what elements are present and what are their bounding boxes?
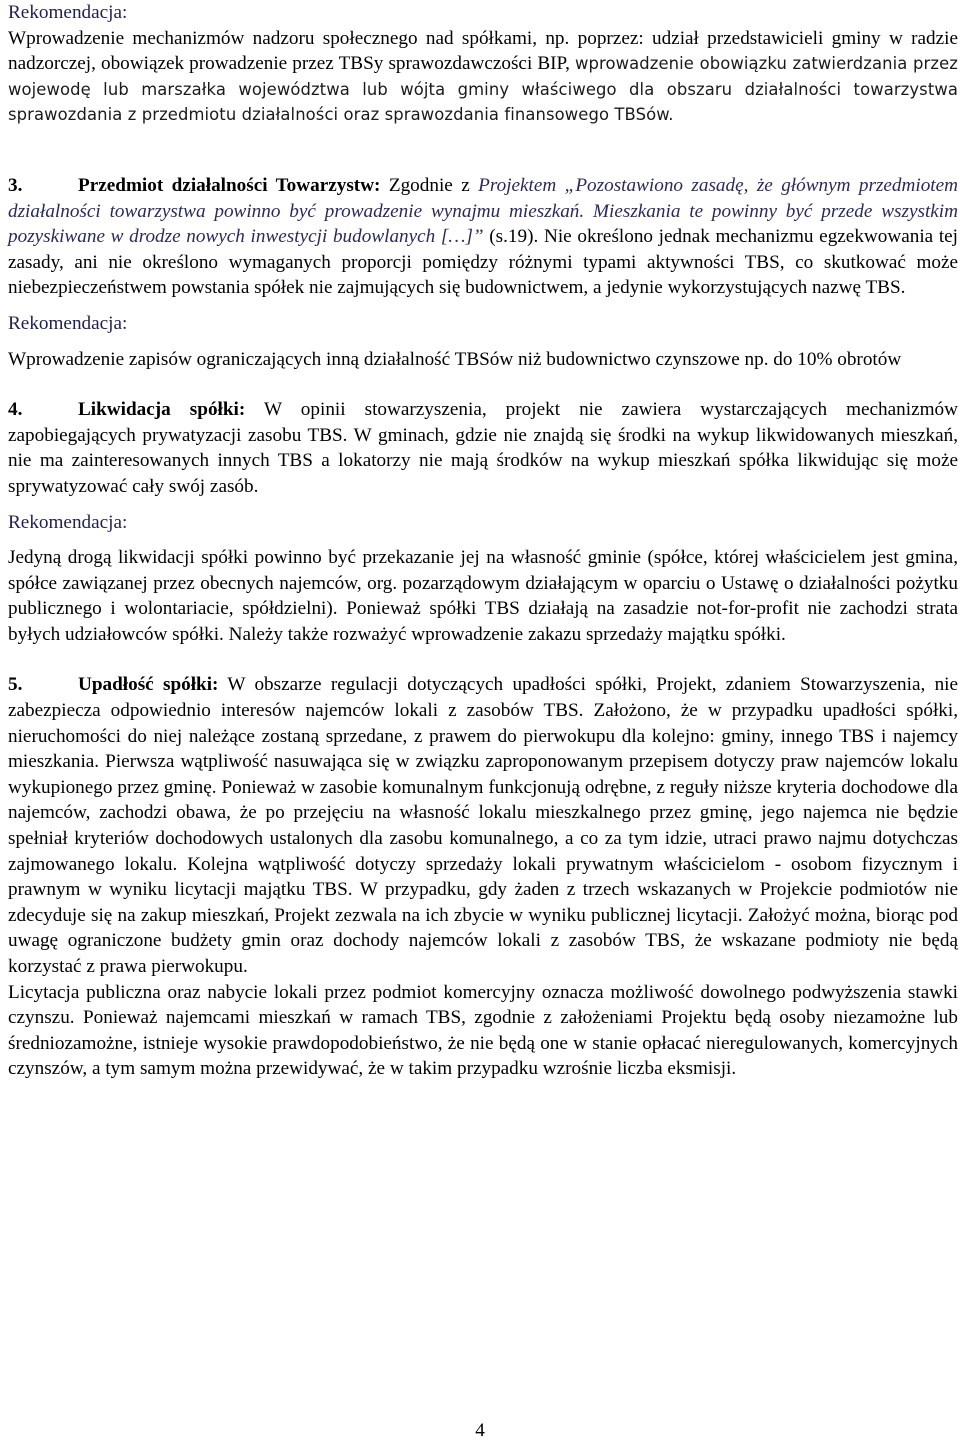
section-4-paragraph	[8, 397, 958, 499]
section-4-body: W opinii stowarzyszenia, projekt nie zawiera wystarczających mechanizmów zapobiegających prywatyzacji zasobu TBS. W gminach, gdzie nie znajdą się środki na wykup likwidowanych mieszkań, nie ma zainteresowanych innych TBS a lokatorzy nie mają środków na wykup mieszkań spółka likwidując się może sprywatyzować cały swój zasób.	[8, 399, 958, 497]
section-5-paragraph-2: Licytacja publiczna oraz nabycie lokali przez podmiot komercyjny oznacza możliwość dowolnego podwyższenia stawki czynszu. Ponieważ najemcami mieszkań w ramach TBS, zgodnie z założeniami Projektu będą osoby niezamożne lub średniozamożne, istnieje wysokie prawdopodobieństwo, że nie będą one w stanie opłacać nieregulowanych, komercyjnych czynszów, a tym samym można przewidywać, że w takim przypadku wzrośnie liczba eksmisji.	[8, 981, 958, 1080]
section-3-intro: Zgodnie z	[388, 174, 470, 196]
recommendation-text-first-line: Wprowadzenie mechanizmów nadzoru społecznego nad spółkami, np. poprzez: udział przedstawicieli gminy w radzie nadzorczej, obowiązek prowadzenie przez TBSy sprawozdawczości BIP,	[8, 27, 958, 75]
section-3-recommendation-heading: Rekomendacja:	[8, 312, 128, 334]
recommendation-heading: Rekomendacja:	[8, 2, 128, 23]
section-3-body: Nie określono jednak mechanizmu egzekwowania tej zasady, ani nie określono wymaganych proporcji pomiędzy różnymi typami aktywności TBS, co skutkować może niebezpieczeństwem powstania spółek nie zajmujących się budownictwem, a jedynie wykorzystujących nazwę TBS.	[8, 226, 959, 299]
section-4-title: Likwidacja spółki:	[78, 399, 246, 421]
document-page	[8, 0, 958, 1082]
section-3-quote: Projektem „Pozostawiono zasadę, że głównym przedmiotem działalności towarzystwa powinno być prowadzenie wynajmu mieszkań. Mieszkania te powinny być przede wszystkim pozyskiwane w drodze nowych inwestycji budowlanych […]”	[8, 174, 959, 248]
section-5-body: W obszarze regulacji dotyczących upadłości spółki, Projekt, zdaniem Stowarzyszenia, nie zabezpiecza odpowiednio interesów najemców lokali z zasobów TBS. Założono, że w przypadku upadłości spółki, nieruchomości do niej należące zostaną sprzedane, z prawem do pierwokupu dla kolejno: gminy, innego TBS i najemcy mieszkania. Pierwsza wątpliwość nasuwająca się w związku zaproponowanym przepisem dotyczy praw najemców lokalu wykupionego przez gminę. Ponieważ w zasobie komunalnym funkcjonują odrębne, z reguły niższe kryteria dochodowe dla najemców, zachodzi obawa, że po przejęciu na własność lokalu mieszkalnego przez gminę, jego najemca nie będzie spełniał kryteriów dochodowych ustalonych dla zasobu komunalnego, a co za tym idzie, utraci prawo najmu dotychczas zajmowanego lokalu. Kolejna wątpliwość dotyczy sprzedaży lokali prywatnym właścicielom - osobom fizycznym i prawnym w wyniku licytacji majątku TBS. W przypadku, gdy żaden z trzech wskazanych w Projekcie podmiotów nie zdecyduje się na zakup mieszkań, Projekt zezwala na ich zbycie w wyniku publicznej licytacji. Założyć można, biorąc pod uwagę ograniczone budżety gmin oraz dochody najemców lokali z zasobów TBS, że wskazane podmioty nie będą korzystać z prawa pierwokupu.	[8, 674, 959, 977]
page-number: 4	[475, 1420, 485, 1441]
section-4-recommendation-text: Jedyną drogą likwidacji spółki powinno być przekazanie jej na własność gminie (spółce, której właścicielem jest gmina, spółce zawiązanej przez obecnych najemców, org. pozarządowym działającym w oparciu o Ustawę o działalności pożytku publicznego i wolontariacie, spółdzielni). Ponieważ spółki TBS działają na zasadzie not-for-profit nie zachodzi strata byłych udziałowców spółki. Należy także rozważyć wprowadzenie zakazu sprzedaży majątku spółki.	[8, 547, 958, 645]
section-3-number: 3.	[8, 174, 23, 196]
recommendation-text	[8, 26, 958, 128]
section-4-recommendation-heading: Rekomendacja:	[8, 511, 128, 533]
section-3-ref: (s.19).	[489, 226, 539, 248]
section-4-number: 4.	[8, 399, 23, 421]
section-5-title: Upadłość spółki:	[78, 674, 219, 696]
section-3-recommendation-text: Wprowadzenie zapisów ograniczających inną działalność TBSów niż budownictwo czynszowe np. do 10% obrotów	[8, 348, 902, 370]
section-3-paragraph	[8, 173, 958, 301]
section-3-title: Przedmiot działalności Towarzystw:	[78, 174, 381, 196]
section-5-number: 5.	[8, 674, 23, 696]
section-5-paragraph	[8, 672, 958, 979]
recommendation-text-continued: wprowadzenie obowiązku zatwierdzania przez wojewodę lub marszałka województwa lub wójta gminy właściwego dla obszaru działalności towarzystwa sprawozdania z przedmiotu działalności oraz sprawozdania finansowego TBSów.	[8, 54, 958, 125]
